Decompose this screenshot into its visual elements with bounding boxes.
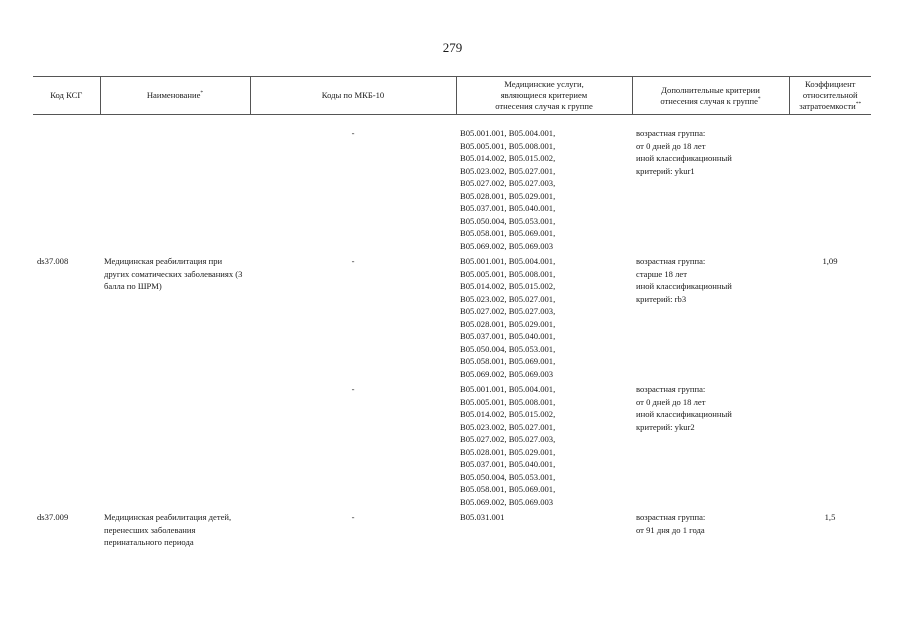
cost-coefficient-cell bbox=[789, 115, 871, 253]
service-codes-line: B05.001.001, B05.004.001, bbox=[460, 128, 556, 138]
criteria-line: иной классификационный bbox=[636, 153, 732, 163]
ksg-code-cell bbox=[33, 380, 100, 508]
header-mkb-codes: Коды по МКБ-10 bbox=[250, 77, 456, 115]
service-codes-line: B05.037.001, B05.040.001, bbox=[460, 203, 556, 213]
medical-services-cell bbox=[456, 508, 632, 549]
criteria-line: от 0 дней до 18 лет bbox=[636, 396, 706, 407]
service-codes-line: B05.001.001, B05.004.001, bbox=[460, 384, 556, 394]
header-name: Наименование* bbox=[100, 77, 250, 115]
header-medical-services: Медицинские услуги, являющиеся критерием отнесения случая к группе bbox=[456, 77, 632, 115]
service-codes-line: B05.001.001, B05.004.001, bbox=[460, 256, 556, 266]
service-codes-line: B05.050.004, B05.053.001, bbox=[460, 215, 556, 226]
criteria-line: возрастная группа: bbox=[636, 512, 706, 522]
service-codes-line: B05.050.004, B05.053.001, bbox=[460, 343, 556, 354]
ksg-name-cell bbox=[100, 380, 250, 508]
table-row bbox=[33, 380, 871, 508]
header-cost-coefficient: Коэффициент относительной затратоемкости** bbox=[789, 77, 871, 115]
service-codes-line: B05.027.002, B05.027.003, bbox=[460, 178, 556, 188]
service-codes-line: B05.023.002, B05.027.001, bbox=[460, 165, 556, 176]
service-codes-line: B05.005.001, B05.008.001, bbox=[460, 268, 556, 279]
service-codes-line: B05.005.001, B05.008.001, bbox=[460, 396, 556, 407]
criteria-line: от 0 дней до 18 лет bbox=[636, 140, 706, 151]
ksg-name-cell bbox=[100, 115, 250, 253]
additional-criteria-cell bbox=[632, 380, 789, 508]
table-row bbox=[33, 508, 871, 549]
header-name-footnote-mark: * bbox=[200, 90, 204, 97]
medical-services-cell bbox=[456, 115, 632, 253]
criteria-line: возрастная группа: bbox=[636, 384, 706, 394]
criteria-line: иной классификационный bbox=[636, 409, 732, 419]
service-codes-line: B05.023.002, B05.027.001, bbox=[460, 421, 556, 432]
header-additional-criteria: Дополнительные критерии отнесения случая к группе* bbox=[632, 77, 789, 115]
criteria-line: возрастная группа: bbox=[636, 256, 706, 266]
service-codes-line: B05.037.001, B05.040.001, bbox=[460, 459, 556, 469]
service-codes-line: B05.027.002, B05.027.003, bbox=[460, 434, 556, 444]
ksg-name-cell: Медицинская реабилитация детей, перенесших заболевания перинатального периода bbox=[104, 512, 232, 547]
criteria-line: критерий: ykur2 bbox=[636, 421, 695, 432]
service-codes-line: B05.058.001, B05.069.001, bbox=[460, 356, 556, 366]
mkb-codes-cell: - bbox=[351, 256, 355, 266]
criteria-line: возрастная группа: bbox=[636, 128, 706, 138]
service-codes-line: B05.014.002, B05.015.002, bbox=[460, 153, 556, 163]
ksg-table bbox=[33, 76, 871, 549]
table-row bbox=[33, 115, 871, 253]
ksg-code-cell bbox=[33, 115, 100, 253]
ksg-code-cell: ds37.008 bbox=[37, 256, 69, 266]
header-coef-footnote-mark: ** bbox=[855, 101, 862, 108]
table-body bbox=[33, 115, 871, 549]
cost-coefficient-cell: 1,09 bbox=[822, 256, 838, 266]
cost-coefficient-cell bbox=[789, 380, 871, 508]
mkb-codes-cell: - bbox=[351, 128, 355, 138]
criteria-line: от 91 дня до 1 года bbox=[636, 524, 705, 535]
service-codes-line: B05.028.001, B05.029.001, bbox=[460, 318, 556, 329]
service-codes-line: B05.037.001, B05.040.001, bbox=[460, 331, 556, 341]
cost-coefficient-cell: 1,5 bbox=[824, 512, 836, 522]
header-criteria-footnote-mark: * bbox=[757, 95, 761, 102]
page-number: 279 bbox=[442, 40, 463, 55]
mkb-codes-cell: - bbox=[351, 384, 355, 394]
service-codes-line: B05.050.004, B05.053.001, bbox=[460, 471, 556, 482]
criteria-line: иной классификационный bbox=[636, 281, 732, 291]
additional-criteria-cell bbox=[632, 115, 789, 253]
service-codes-line: B05.027.002, B05.027.003, bbox=[460, 306, 556, 316]
service-codes-line: B05.069.002, B05.069.003 bbox=[460, 368, 554, 379]
ksg-code-cell: ds37.009 bbox=[37, 512, 69, 522]
criteria-line: критерий: rb3 bbox=[636, 293, 687, 304]
service-codes-line: B05.014.002, B05.015.002, bbox=[460, 409, 556, 419]
criteria-line: критерий: ykur1 bbox=[636, 165, 695, 176]
ksg-name-cell: Медицинская реабилитация при других соматических заболеваниях (3 балла по ШРМ) bbox=[104, 256, 243, 291]
additional-criteria-cell bbox=[632, 508, 789, 549]
header-code: Код КСГ bbox=[33, 77, 100, 115]
table-row bbox=[33, 252, 871, 380]
service-codes-line: B05.028.001, B05.029.001, bbox=[460, 446, 556, 457]
service-codes-line: B05.058.001, B05.069.001, bbox=[460, 484, 556, 494]
service-codes-line: B05.069.002, B05.069.003 bbox=[460, 240, 554, 251]
service-codes-line: B05.014.002, B05.015.002, bbox=[460, 281, 556, 291]
service-codes-line: B05.031.001 bbox=[460, 512, 505, 522]
table-header-row bbox=[33, 77, 871, 115]
service-codes-line: B05.028.001, B05.029.001, bbox=[460, 190, 556, 201]
mkb-codes-cell: - bbox=[351, 512, 355, 522]
service-codes-line: B05.069.002, B05.069.003 bbox=[460, 496, 554, 507]
criteria-line: старше 18 лет bbox=[636, 268, 687, 279]
ksg-table-container bbox=[33, 76, 871, 549]
medical-services-cell bbox=[456, 252, 632, 380]
medical-services-cell bbox=[456, 380, 632, 508]
service-codes-line: B05.023.002, B05.027.001, bbox=[460, 293, 556, 304]
service-codes-line: B05.058.001, B05.069.001, bbox=[460, 228, 556, 238]
additional-criteria-cell bbox=[632, 252, 789, 380]
service-codes-line: B05.005.001, B05.008.001, bbox=[460, 140, 556, 151]
